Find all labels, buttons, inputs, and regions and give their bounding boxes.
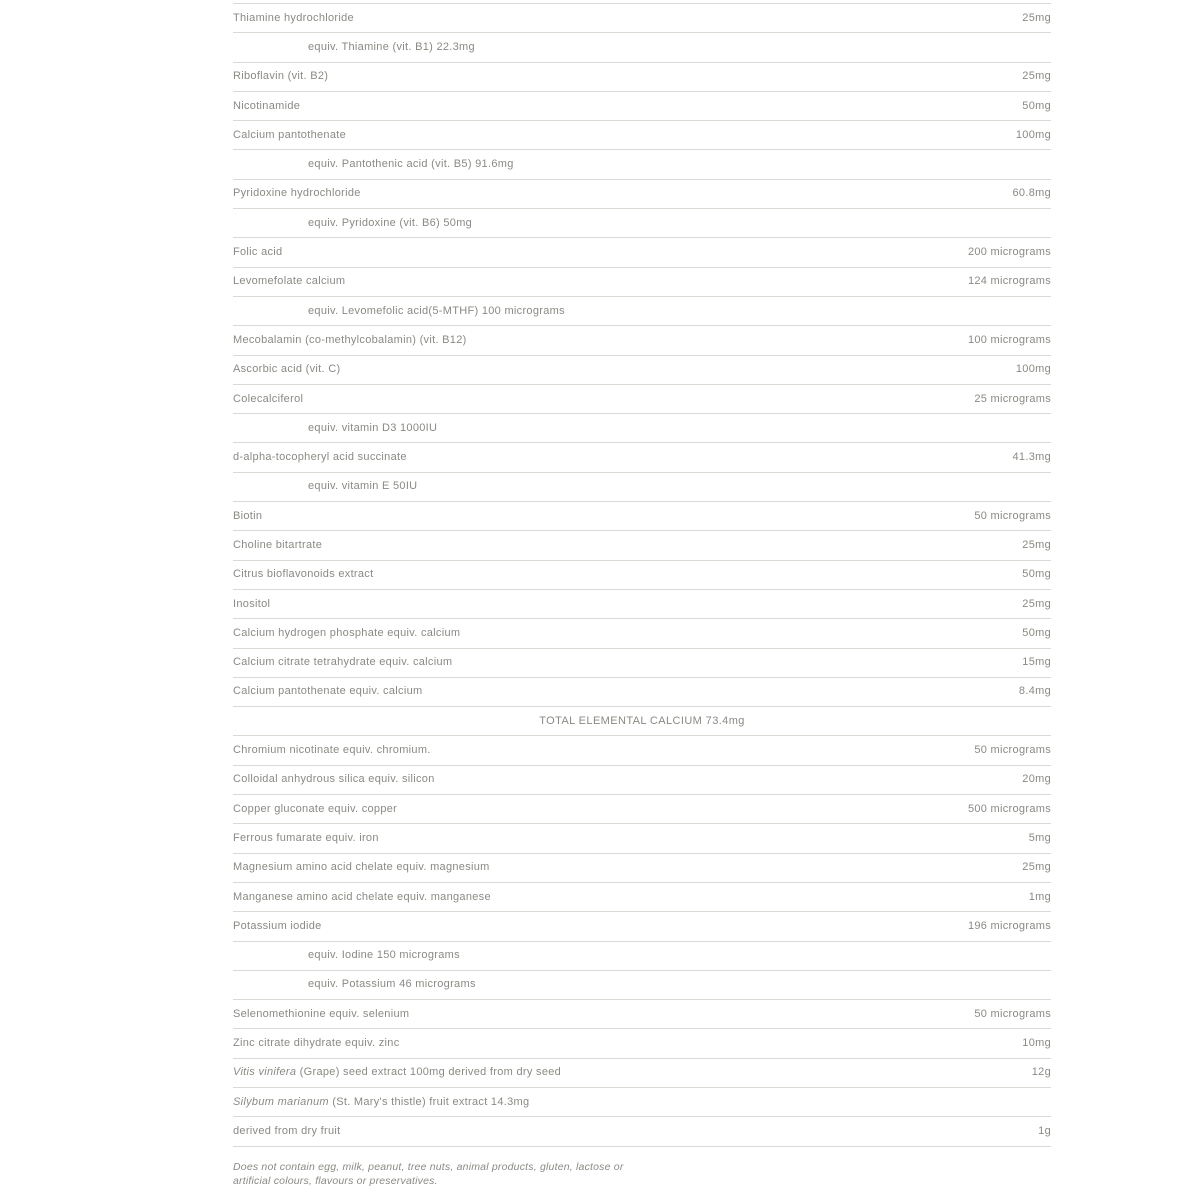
botanical-name: Vitis vinifera (233, 1066, 297, 1079)
equiv-row (233, 971, 1051, 1000)
ingredient-row (233, 883, 1051, 912)
ingredient-row (233, 356, 1051, 385)
total-elemental-calcium-label: TOTAL ELEMENTAL CALCIUM 73.4mg (539, 714, 745, 727)
ingredient-name: Riboflavin (vit. B2) (233, 70, 329, 83)
ingredient-amount: 25mg (1022, 597, 1051, 610)
ingredient-name: Selenomethionine equiv. selenium (233, 1007, 410, 1020)
ingredient-row (233, 1000, 1051, 1029)
ingredient-amount: 100mg (1015, 363, 1051, 376)
ingredient-amount: 50 micrograms (974, 509, 1051, 522)
total-elemental-calcium-row (233, 707, 1051, 736)
ingredient-amount: 100mg (1015, 128, 1051, 141)
ingredient-name: Calcium pantothenate (233, 128, 347, 141)
equiv-label: equiv. Thiamine (vit. B1) 22.3mg (308, 40, 475, 53)
ingredient-amount: 1g (1038, 1124, 1051, 1137)
botanical-name: Silybum marianum (233, 1095, 329, 1108)
ingredient-row (233, 443, 1051, 472)
ingredient-name: Vitis vinifera (Grape) seed extract 100mg derived from dry seed (233, 1066, 562, 1079)
ingredient-amount: 50 micrograms (974, 744, 1051, 757)
ingredient-row (233, 268, 1051, 297)
ingredient-name: Biotin (233, 509, 263, 522)
ingredient-amount: 500 micrograms (967, 802, 1051, 815)
ingredient-amount: 20mg (1022, 773, 1051, 786)
ingredient-row (233, 649, 1051, 678)
ingredient-amount: 10mg (1022, 1037, 1051, 1050)
ingredient-row (233, 180, 1051, 209)
ingredient-amount: 50mg (1022, 568, 1051, 581)
ingredient-row (233, 238, 1051, 267)
ingredient-amount: 25mg (1022, 538, 1051, 551)
ingredient-name: Calcium citrate tetrahydrate equiv. calcium (233, 656, 453, 669)
equiv-row (233, 209, 1051, 238)
ingredient-row (233, 619, 1051, 648)
ingredient-name: Citrus bioflavonoids extract (233, 568, 374, 581)
ingredient-name: Ferrous fumarate equiv. iron (233, 831, 379, 844)
ingredient-name: Choline bitartrate (233, 538, 323, 551)
ingredient-name: Mecobalamin (co-methylcobalamin) (vit. B12) (233, 333, 467, 346)
ingredient-row (233, 1029, 1051, 1058)
ingredient-row (233, 326, 1051, 355)
ingredient-amount: 25mg (1022, 861, 1051, 874)
equiv-label: equiv. Potassium 46 micrograms (308, 978, 476, 991)
ingredient-row (233, 1117, 1051, 1146)
ingredient-amount: 25mg (1022, 11, 1051, 24)
ingredients-table (233, 3, 1051, 1147)
ingredient-amount: 41.3mg (1012, 451, 1051, 464)
ingredient-row (233, 766, 1051, 795)
equiv-row (233, 942, 1051, 971)
ingredient-name: d-alpha-tocopheryl acid succinate (233, 451, 407, 464)
ingredient-row (233, 1059, 1051, 1088)
equiv-label: equiv. Pantothenic acid (vit. B5) 91.6mg (308, 158, 514, 171)
supplement-ingredients-panel (233, 3, 1051, 1188)
ingredient-row (233, 590, 1051, 619)
allergen-footnote: Does not contain egg, milk, peanut, tree nuts, animal products, gluten, lactose or artificial colours, flavours or preservatives. (233, 1160, 624, 1187)
ingredient-row (233, 121, 1051, 150)
ingredient-amount: 12g (1031, 1066, 1051, 1079)
ingredient-row (233, 63, 1051, 92)
equiv-row (233, 473, 1051, 502)
ingredient-name: Thiamine hydrochloride (233, 11, 354, 24)
ingredient-row (233, 92, 1051, 121)
ingredient-amount: 25 micrograms (974, 392, 1051, 405)
ingredient-amount: 50mg (1022, 626, 1051, 639)
ingredient-name: Magnesium amino acid chelate equiv. magnesium (233, 861, 490, 874)
ingredient-amount: 124 micrograms (967, 275, 1051, 288)
ingredient-name: derived from dry fruit (233, 1124, 341, 1137)
ingredient-name: Calcium hydrogen phosphate equiv. calcium (233, 626, 461, 639)
ingredient-row (233, 795, 1051, 824)
ingredient-name: Nicotinamide (233, 99, 301, 112)
ingredient-row (233, 4, 1051, 33)
ingredient-amount: 5mg (1028, 831, 1051, 844)
ingredient-name: Inositol (233, 597, 271, 610)
equiv-label: equiv. Levomefolic acid(5-MTHF) 100 micrograms (308, 304, 565, 317)
ingredient-name: Chromium nicotinate equiv. chromium. (233, 744, 431, 757)
ingredient-name: Colloidal anhydrous silica equiv. silicon (233, 773, 435, 786)
equiv-label: equiv. vitamin E 50IU (308, 480, 418, 493)
ingredient-amount: 196 micrograms (967, 919, 1051, 932)
ingredient-name: Potassium iodide (233, 919, 322, 932)
ingredient-amount: 100 micrograms (967, 333, 1051, 346)
ingredient-row (233, 1088, 1051, 1117)
ingredient-row (233, 912, 1051, 941)
ingredient-name: Folic acid (233, 246, 283, 259)
ingredient-name: Levomefolate calcium (233, 275, 346, 288)
equiv-row (233, 33, 1051, 62)
ingredient-name: Colecalciferol (233, 392, 304, 405)
ingredient-amount: 8.4mg (1018, 685, 1051, 698)
ingredient-row (233, 385, 1051, 414)
ingredient-amount: 200 micrograms (967, 246, 1051, 259)
ingredient-name: Pyridoxine hydrochloride (233, 187, 361, 200)
ingredient-amount: 25mg (1022, 70, 1051, 83)
equiv-label: equiv. Pyridoxine (vit. B6) 50mg (308, 216, 473, 229)
ingredient-row (233, 824, 1051, 853)
ingredient-row (233, 502, 1051, 531)
ingredient-name: Silybum marianum (St. Mary's thistle) fruit extract 14.3mg (233, 1095, 530, 1108)
equiv-row (233, 150, 1051, 179)
ingredient-amount: 1mg (1028, 890, 1051, 903)
ingredient-name: Ascorbic acid (vit. C) (233, 363, 341, 376)
equiv-label: equiv. vitamin D3 1000IU (308, 421, 438, 434)
equiv-row (233, 297, 1051, 326)
ingredient-amount: 15mg (1022, 656, 1051, 669)
ingredient-row (233, 854, 1051, 883)
ingredient-row (233, 678, 1051, 707)
equiv-row (233, 414, 1051, 443)
ingredient-row (233, 736, 1051, 765)
equiv-label: equiv. Iodine 150 micrograms (308, 949, 460, 962)
ingredient-row (233, 561, 1051, 590)
ingredient-amount: 60.8mg (1012, 187, 1051, 200)
ingredient-name: Calcium pantothenate equiv. calcium (233, 685, 423, 698)
ingredient-name: Manganese amino acid chelate equiv. manganese (233, 890, 491, 903)
ingredient-row (233, 531, 1051, 560)
ingredient-amount: 50mg (1022, 99, 1051, 112)
ingredient-amount: 50 micrograms (974, 1007, 1051, 1020)
ingredient-name: Copper gluconate equiv. copper (233, 802, 398, 815)
ingredient-name: Zinc citrate dihydrate equiv. zinc (233, 1037, 400, 1050)
